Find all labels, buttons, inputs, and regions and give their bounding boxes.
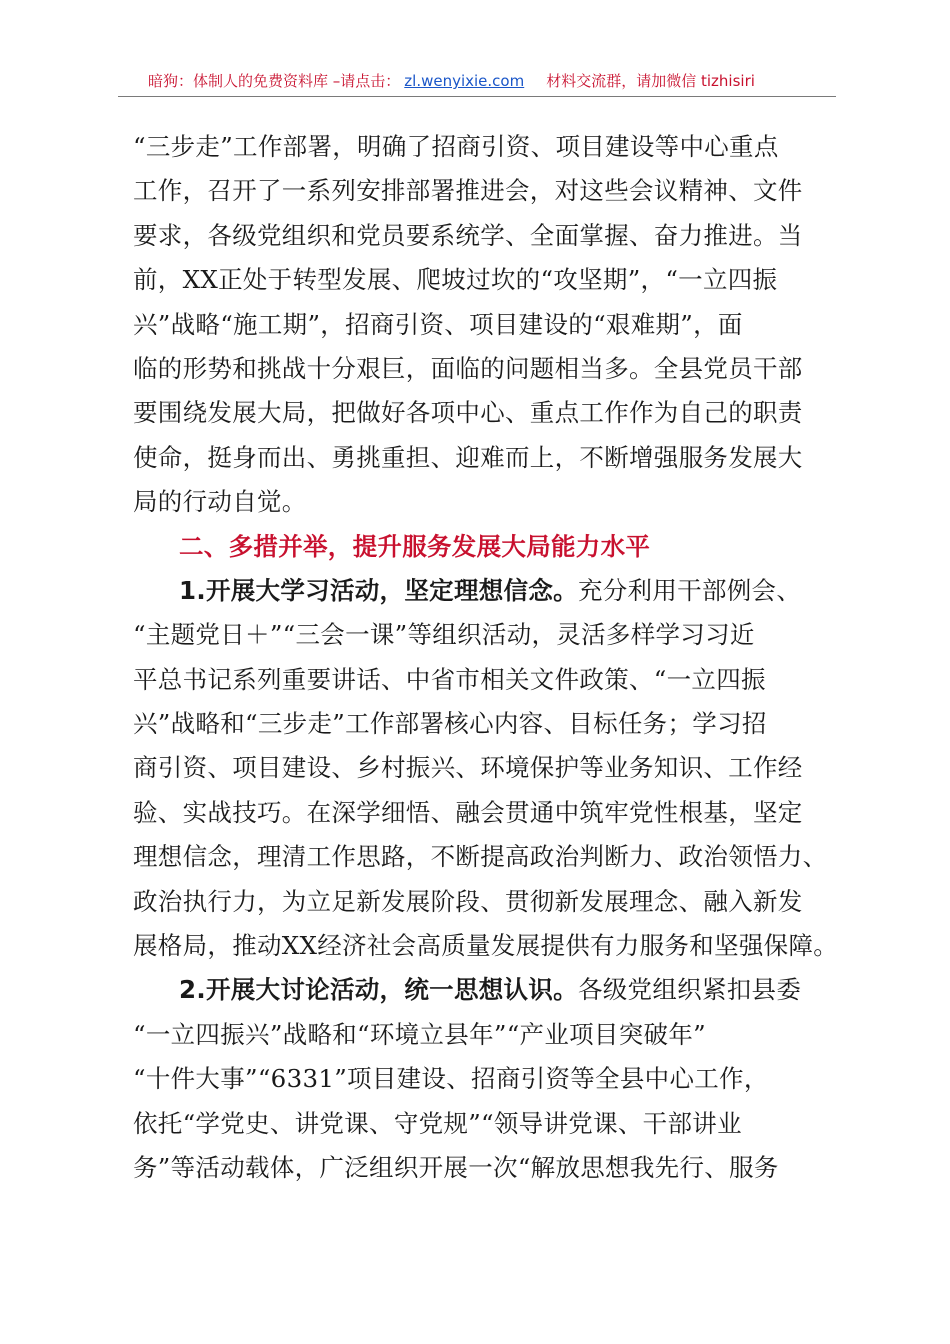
item1-lead: 1.开展大学习活动，坚定理想信念。: [179, 575, 578, 605]
body-line: 兴”战略“施工期”，招商引资、项目建设的“艰难期”，面: [133, 309, 743, 339]
body-line: “三步走”工作部署，明确了招商引资、项目建设等中心重点: [133, 132, 779, 161]
header-note: 材料交流群，请加微信 tizhisiri: [546, 72, 755, 90]
item2-lead: 2.开展大讨论活动，统一思想认识。: [179, 975, 578, 1005]
body-line: 使命，挺身而出、勇挑重担、迎难而上，不断增强服务发展大: [133, 442, 803, 472]
item1-first-rest: 充分利用干部例会、: [577, 575, 802, 605]
body-line: “一立四振兴”战略和“环境立县年”“产业项目突破年”: [133, 1019, 706, 1049]
body-line: 平总书记系列重要讲话、中省市相关文件政策、“一立四振: [133, 664, 766, 694]
header-label: 暗狗：体制人的免费资料库 –请点击：: [148, 72, 401, 90]
body-line: 依托“学党史、讲党课、守党规”“领导讲党课、干部讲业: [133, 1108, 742, 1138]
body-line: 局的行动自觉。: [133, 487, 307, 517]
body-line: 商引资、项目建设、乡村振兴、环境保护等业务知识、工作经: [133, 753, 803, 783]
body-line: 兴”战略和“三步走”工作部署核心内容、目标任务；学习招: [133, 709, 767, 739]
item2-first-rest: 各级党组织紧扣县委: [577, 975, 802, 1005]
section-heading: 二、多措并举，提升服务发展大局能力水平: [179, 531, 651, 561]
body-line: “主题党日＋”“三会一课”等组织活动，灵活多样学习习近: [133, 620, 755, 650]
body-line: 要求，各级党组织和党员要系统学、全面掌握、奋力推进。当: [133, 220, 803, 250]
header-text: [148, 70, 755, 91]
body-line: 务”等活动载体，广泛组织开展一次“解放思想我先行、服务: [133, 1152, 779, 1182]
header-link[interactable]: zl.wenyixie.com: [404, 72, 525, 90]
item1-first-line: [133, 569, 853, 613]
body-line: 展格局，推动XX经济社会高质量发展提供有力服务和坚强保障。: [133, 931, 839, 961]
body-line: 政治执行力，为立足新发展阶段、贯彻新发展理念、融入新发: [133, 886, 803, 916]
body-line: 前，XX正处于转型发展、爬坡过坎的“攻坚期”，“一立四振: [133, 265, 778, 295]
item2-first-line: [133, 968, 853, 1012]
body-line: “十件大事”“6331”项目建设、招商引资等全县中心工作，: [133, 1064, 769, 1094]
body-line: 工作，召开了一系列安排部署推进会，对这些会议精神、文件: [133, 176, 803, 206]
page-header: [118, 62, 836, 97]
body-line: 要围绕发展大局，把做好各项中心、重点工作作为自己的职责: [133, 398, 803, 428]
body-line: 验、实战技巧。在深学细悟、融会贯通中筑牢党性根基，坚定: [133, 797, 803, 827]
document-body: [133, 125, 853, 1190]
body-line: 理想信念，理清工作思路，不断提高政治判断力、政治领悟力、: [133, 842, 828, 872]
body-line: 临的形势和挑战十分艰巨，面临的问题相当多。全县党员干部: [133, 353, 803, 383]
